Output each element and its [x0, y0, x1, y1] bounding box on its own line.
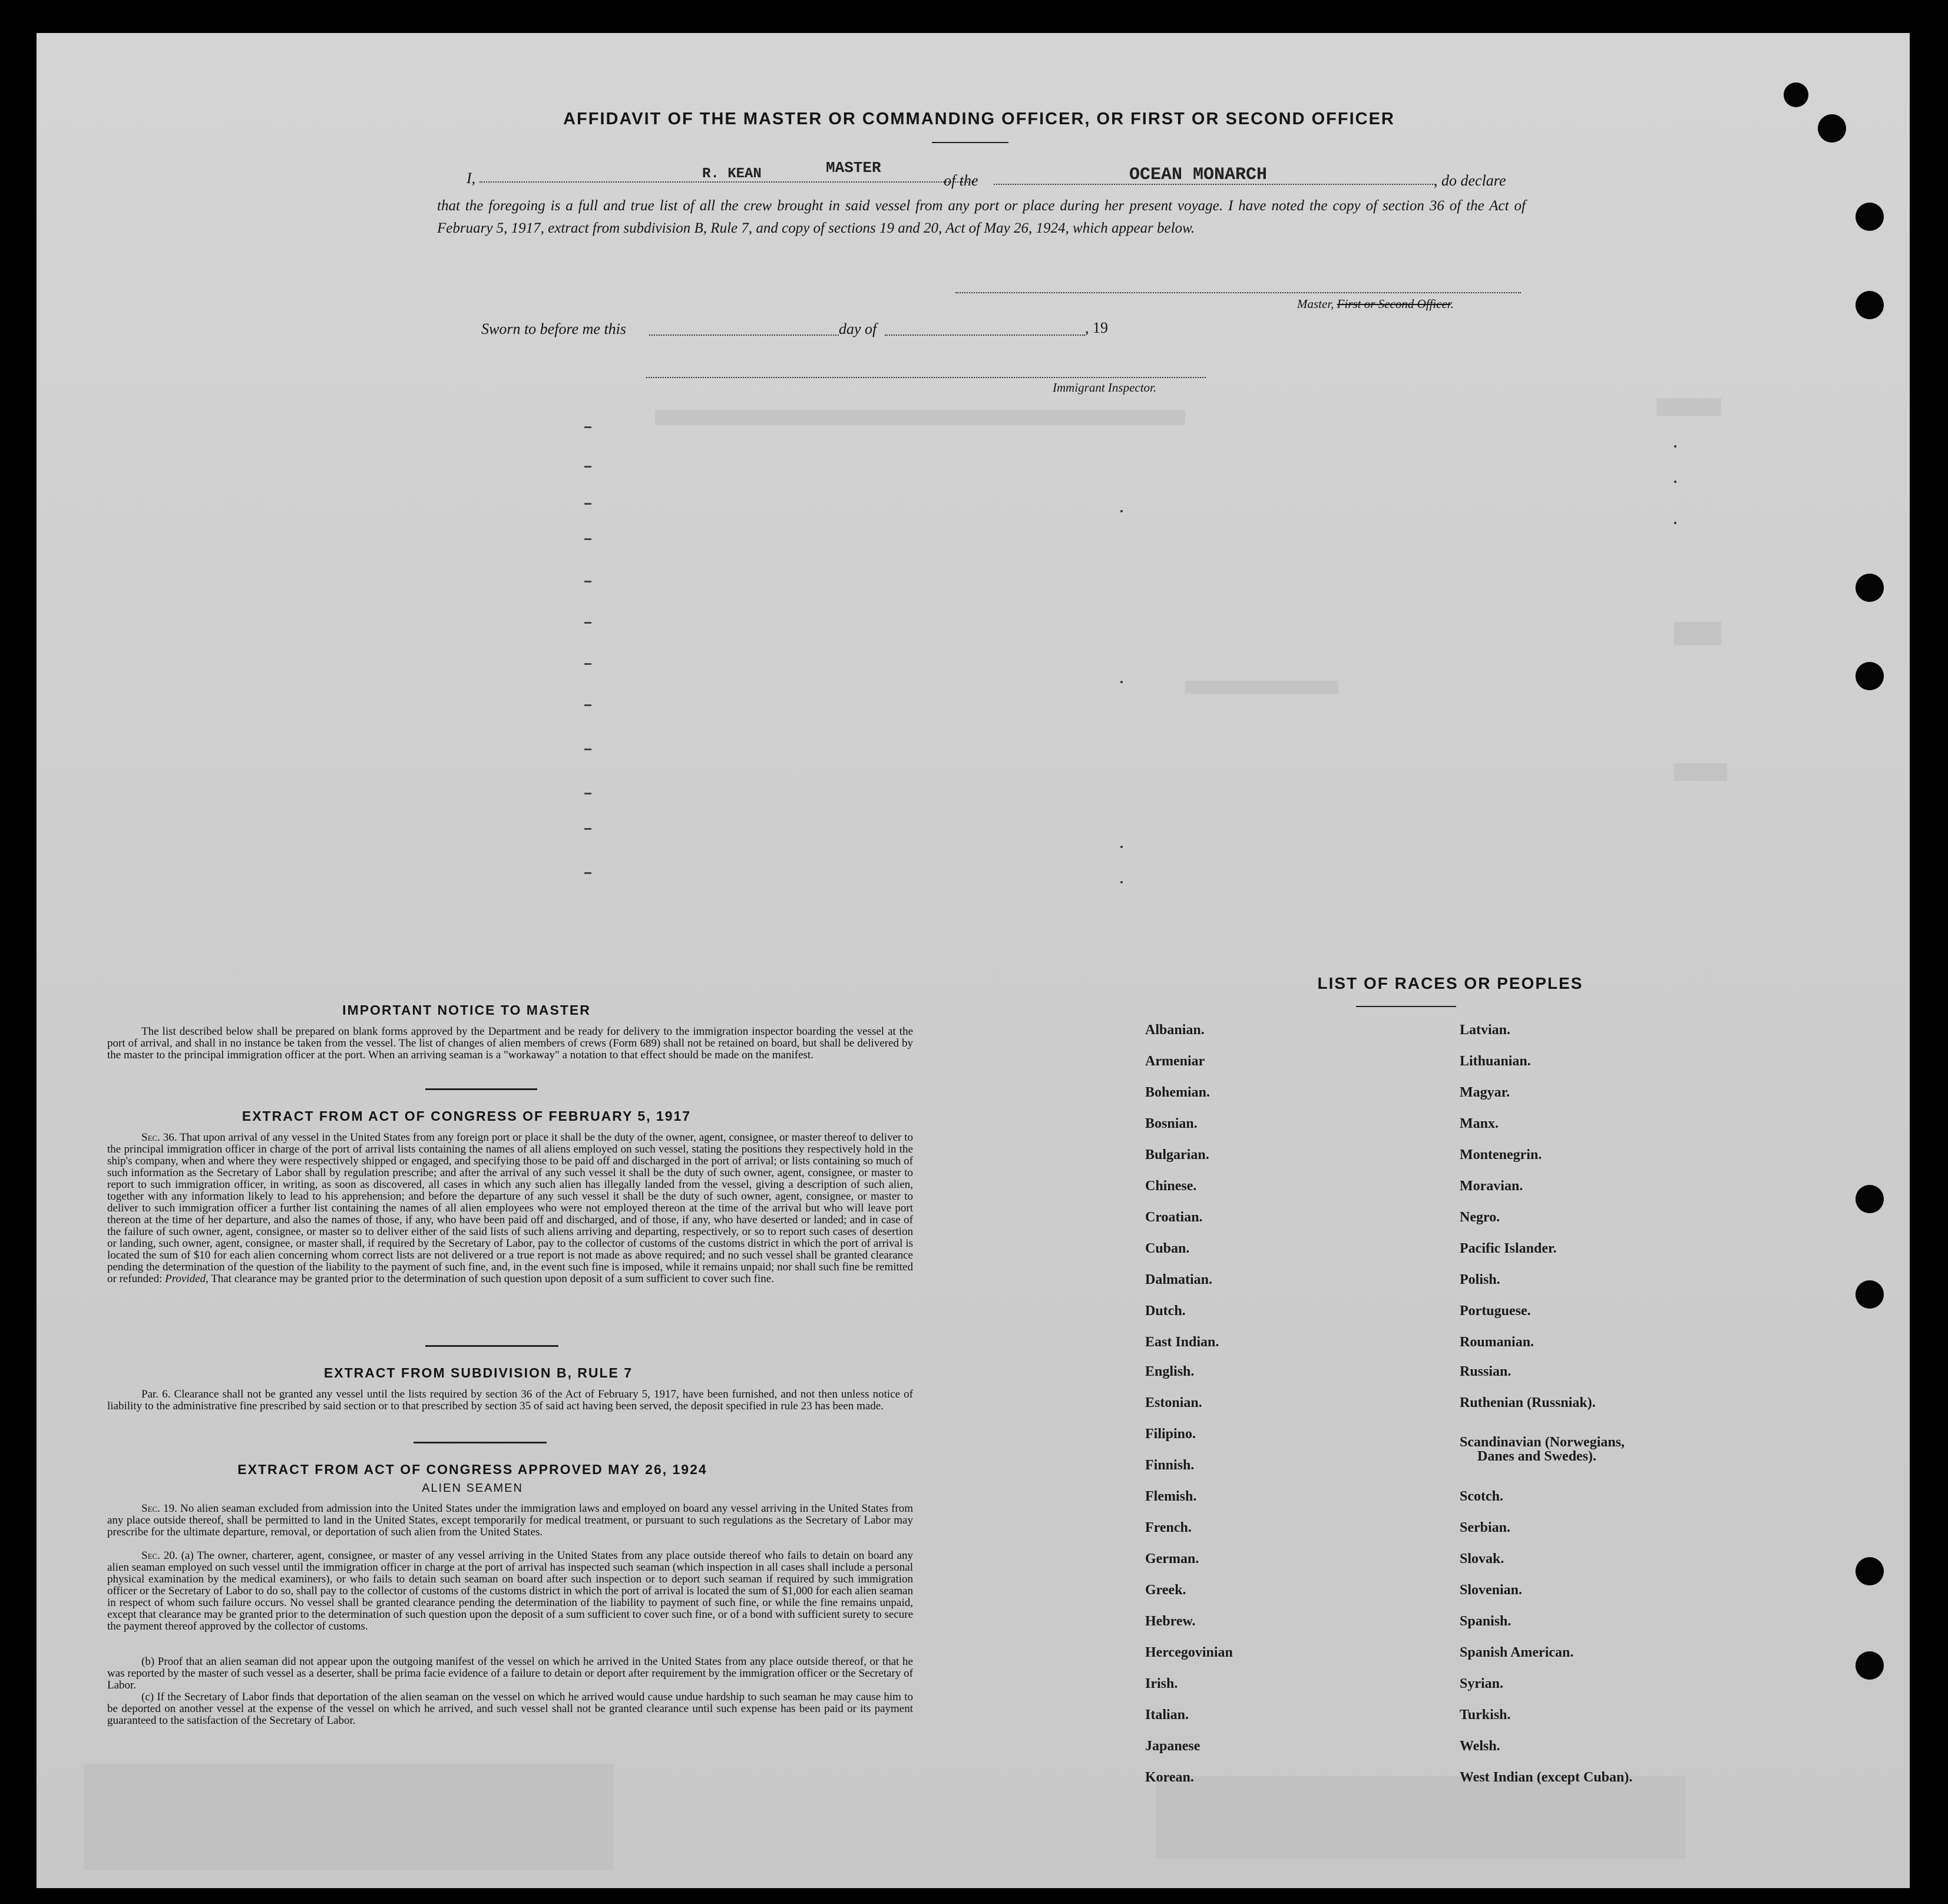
sworn-year: , 19 [1085, 319, 1108, 336]
sec19-label: Sec. 19. [141, 1502, 177, 1515]
binder-hole [1856, 1651, 1884, 1680]
race-item: Filipino. [1145, 1426, 1196, 1442]
race-item: Dutch. [1145, 1303, 1186, 1319]
race-item: Estonian. [1145, 1395, 1202, 1410]
binder-hole [1856, 1185, 1884, 1213]
race-item: Pacific Islander. [1460, 1241, 1557, 1256]
race-item: East Indian. [1145, 1335, 1219, 1350]
do-declare-label: , do declare [1434, 172, 1506, 189]
affidavit-intro: I, [467, 170, 476, 187]
sec36-label: Sec. 36. [141, 1131, 177, 1144]
race-item: English. [1145, 1364, 1195, 1379]
signature-caption [1297, 297, 1454, 312]
affidavit-title: AFFIDAVIT OF THE MASTER OR COMMANDING OFFICER, OR FIRST OR SECOND OFFICER [563, 110, 1395, 128]
race-item: Irish. [1145, 1676, 1178, 1691]
race-item: Hebrew. [1145, 1614, 1196, 1629]
binder-hole [1856, 203, 1884, 231]
binder-hole [1784, 82, 1808, 107]
race-item: Spanish American. [1460, 1645, 1574, 1660]
affidavit-body: that the foregoing is a full and true list of all the crew brought in said vessel from any port or place during her present voyage. I have noted the copy of section 36 of the Act of February 5, 1917, extract from subdivision B, Rule 7, and copy of sections 19 and 20, Act of May 26, 1924, which appear below. [437, 198, 1526, 236]
of-the-label: of the [944, 172, 978, 189]
signature-master-label: Master, [1297, 297, 1334, 311]
race-item: Slovenian. [1460, 1582, 1523, 1598]
race-item: Croatian. [1145, 1210, 1203, 1225]
binder-hole [1856, 291, 1884, 319]
race-item: Danes and Swedes). [1477, 1449, 1597, 1464]
race-item: Flemish. [1145, 1489, 1197, 1504]
sworn-prefix: Sworn to before me this [481, 320, 627, 337]
section-rule-2 [425, 1345, 558, 1347]
race-item: Manx. [1460, 1116, 1499, 1131]
sec19-text: No alien seaman excluded from admission into the United States under the immigration laws and employed on board any vessel arriving in the United States from any place outside thereof, shall be permitted to land in the United States, except temporarily for medical treatment, or pursuant to such regulations as the Secretary of Labor may prescribe for the ultimate departure, removal, or deportation of such alien from the United States. [107, 1502, 914, 1538]
race-item: Italian. [1145, 1707, 1189, 1723]
extract-rule7-title: EXTRACT FROM SUBDIVISION B, RULE 7 [323, 1365, 633, 1380]
extract-1924-subtitle: ALIEN SEAMEN [422, 1482, 523, 1495]
signature-end: . [1450, 297, 1454, 311]
race-item: Finnish. [1145, 1458, 1195, 1473]
proviso-text: That clearance may be granted prior to the determination of such question upon deposit of a sum sufficient to cover such fine. [211, 1273, 774, 1285]
race-item: Scandinavian (Norwegians, [1460, 1435, 1625, 1450]
document-page [37, 33, 1910, 1888]
race-item: Korean. [1145, 1770, 1194, 1785]
sworn-day-of: day of [839, 320, 877, 337]
race-item: Lithuanian. [1460, 1054, 1531, 1069]
master-signature-line [955, 292, 1521, 293]
race-item: German. [1145, 1551, 1199, 1567]
race-item: Albanian. [1145, 1022, 1205, 1038]
extract-1917-body [107, 1132, 913, 1285]
race-item: Cuban. [1145, 1241, 1190, 1256]
title-rule [932, 142, 1008, 143]
sec20c-paragraph: (c) If the Secretary of Labor finds that deportation of the alien seaman on the vessel on which he arrived would cause undue hardship to such seaman he may cause him to be deported on another vessel at the expense of the vessel on which he arrived, and such vessel shall not be granted clearance until such expense has been paid or its payment guaranteed to the satisfaction of the Secretary of Labor. [107, 1691, 913, 1727]
section-rule-1 [425, 1088, 537, 1090]
race-item: Russian. [1460, 1364, 1512, 1379]
race-item: Slovak. [1460, 1551, 1504, 1567]
extract-1924-title: EXTRACT FROM ACT OF CONGRESS APPROVED MAY 26, 1924 [237, 1462, 707, 1477]
race-item: West Indian (except Cuban). [1460, 1770, 1633, 1785]
sworn-month-line [885, 335, 1085, 336]
signature-struck-label: First or Second Officer [1337, 297, 1451, 311]
sec19-paragraph [107, 1503, 913, 1538]
race-item: Syrian. [1460, 1676, 1504, 1691]
sec20a-text: (a) The owner, charterer, agent, consignee, or master of any vessel arriving in the United States from any place outside thereof who fails to detain on board any alien seaman employed on such vessel until the immigration officer in charge at the port of arrival has inspected such seaman (which inspection in all cases shall include a personal physical examination by the medical examiners), or who fails to detain such seaman on board after such inspection or to deport such seaman if required by such immigration officer or the Secretary of Labor to do so, shall pay to the collector of customs of the customs district in which the port of arrival is located the sum of $1,000 for each alien seaman in respect of whom such failure occurs. No vessel shall be granted clearance pending the determination of the liability to payment of such fine, or while the fine remains unpaid, except that clearance may be granted prior to the determination of such question upon the deposit of a sum sufficient to cover such fine, or of a bond with sufficient surety to secure the payment thereof approved by the collector of customs. [107, 1549, 914, 1633]
races-title-rule [1356, 1006, 1456, 1007]
notice-body: The list described below shall be prepared on blank forms approved by the Department and be ready for delivery to the immigration inspector boarding the vessel at the port of arrival, and shall in no instance be taken from the vessel. The list of changes of alien members of crews (Form 689) shall not be retained on board, but shall be delivered by the master to the principal immigration officer at the port. When an arriving seaman is a "workaway" a notation to that effect should be made on the manifest. [107, 1025, 913, 1061]
proviso-label: Provided, [165, 1273, 209, 1285]
race-item: Greek. [1145, 1582, 1186, 1598]
sec20a-paragraph [107, 1550, 913, 1633]
race-item: Turkish. [1460, 1707, 1511, 1723]
race-item: Hercegovinian [1145, 1645, 1233, 1660]
race-item: Montenegrin. [1460, 1147, 1542, 1163]
race-item: French. [1145, 1520, 1192, 1535]
race-item: Scotch. [1460, 1489, 1503, 1504]
sec36-text: That upon arrival of any vessel in the United States from any foreign port or place it shall be the duty of the owner, agent, consignee, or master thereof to deliver to the principal immigration officer in charge of the port of arrival lists containing the names of all aliens employed on such vessel, stating the positions they respectively hold in the ship's company, when and where they were respectively shipped or engaged, and specifying those to be paid off and discharged in the port of arrival; or lists containing so much of such information as the Secretary of Labor shall by regulation prescribe; and after the arrival of any such vessel it shall be the duty of such owner, agent, consignee, or master to report to such immigration officer, in writing, as soon as discovered, all cases in which any such alien has illegally landed from the vessel, giving a description of such alien, together with any information likely to lead to his apprehension; and before the departure of any such vessel it shall be the duty of such owner, agent, consignee, or master to deliver to such immigration officer a further list containing the names of all alien employees who were not employed thereon at the time of the arrival but who will leave port thereon at the time of her departure, and also the names of those, if any, who have been paid off and discharged, and of those, if any, who have deserted or landed; and in case of the failure of such owner, agent, consignee, or master so to deliver either of the said lists of such aliens arriving and departing, respectively, or so to report such cases of desertion or landing, such owner, agent, consignee, or master shall, if required by the Secretary of Labor, pay to the collector of customs of the customs district in which the port of arrival is located the sum of $10 for each alien concerning whom correct lists are not delivered or a true report is not made as above required; and no such vessel shall be granted clearance pending the determination of the question of the liability to the payment of such fine, and, in the event such fine is imposed, while it remains unpaid; nor shall such fine be remitted or refunded: [107, 1131, 913, 1285]
master-rank: MASTER [826, 159, 881, 177]
extract-rule7-body: Par. 6. Clearance shall not be granted any vessel until the lists required by section 36 of the Act of February 5, 1917, have been furnished, and not then unless notice of liability to the administrative fine prescribed by said section or to that prescribed by section 35 of said act having been served, the deposit specified in rule 23 has been made. [107, 1388, 913, 1412]
race-item: Roumanian. [1460, 1335, 1534, 1350]
section-rule-3 [414, 1442, 547, 1443]
race-item: Bulgarian. [1145, 1147, 1209, 1163]
binder-hole [1856, 662, 1884, 690]
binder-hole [1856, 574, 1884, 602]
vessel-name: OCEAN MONARCH [1129, 165, 1268, 185]
sworn-day-line [649, 335, 839, 336]
race-item: Ruthenian (Russniak). [1460, 1395, 1596, 1410]
inspector-signature-line [646, 377, 1206, 378]
sec20b-paragraph: (b) Proof that an alien seaman did not appear upon the outgoing manifest of the vessel on which he arrived in the United States from any place outside thereof, or that he was reported by the master of such vessel as a deserter, shall be prima facie evidence of a failure to detain or deport after requirement by the immigration officer or the Secretary of Labor. [107, 1655, 913, 1691]
race-item: Bosnian. [1145, 1116, 1198, 1131]
race-item: Moravian. [1460, 1178, 1523, 1194]
race-item: Armeniar [1145, 1054, 1205, 1069]
race-item: Latvian. [1460, 1022, 1511, 1038]
binder-hole [1856, 1280, 1884, 1309]
race-item: Portuguese. [1460, 1303, 1531, 1319]
race-item: Japanese [1145, 1739, 1200, 1754]
race-item: Magyar. [1460, 1085, 1510, 1100]
master-name: R. KEAN [702, 166, 762, 182]
extract-1917-title: EXTRACT FROM ACT OF CONGRESS OF FEBRUARY 5, 1917 [242, 1108, 692, 1124]
race-item: Chinese. [1145, 1178, 1197, 1194]
sec20-label: Sec. 20. [141, 1549, 178, 1562]
race-item: Negro. [1460, 1210, 1500, 1225]
races-title: LIST OF RACES OR PEOPLES [1317, 974, 1583, 992]
race-item: Spanish. [1460, 1614, 1512, 1629]
race-item: Serbian. [1460, 1520, 1511, 1535]
inspector-caption: Immigrant Inspector. [1053, 380, 1157, 395]
race-item: Polish. [1460, 1272, 1500, 1287]
race-item: Bohemian. [1145, 1085, 1211, 1100]
race-item: Dalmatian. [1145, 1272, 1212, 1287]
binder-hole [1856, 1557, 1884, 1585]
notice-title: IMPORTANT NOTICE TO MASTER [342, 1002, 591, 1018]
race-item: Welsh. [1460, 1739, 1500, 1754]
binder-hole [1818, 114, 1846, 143]
